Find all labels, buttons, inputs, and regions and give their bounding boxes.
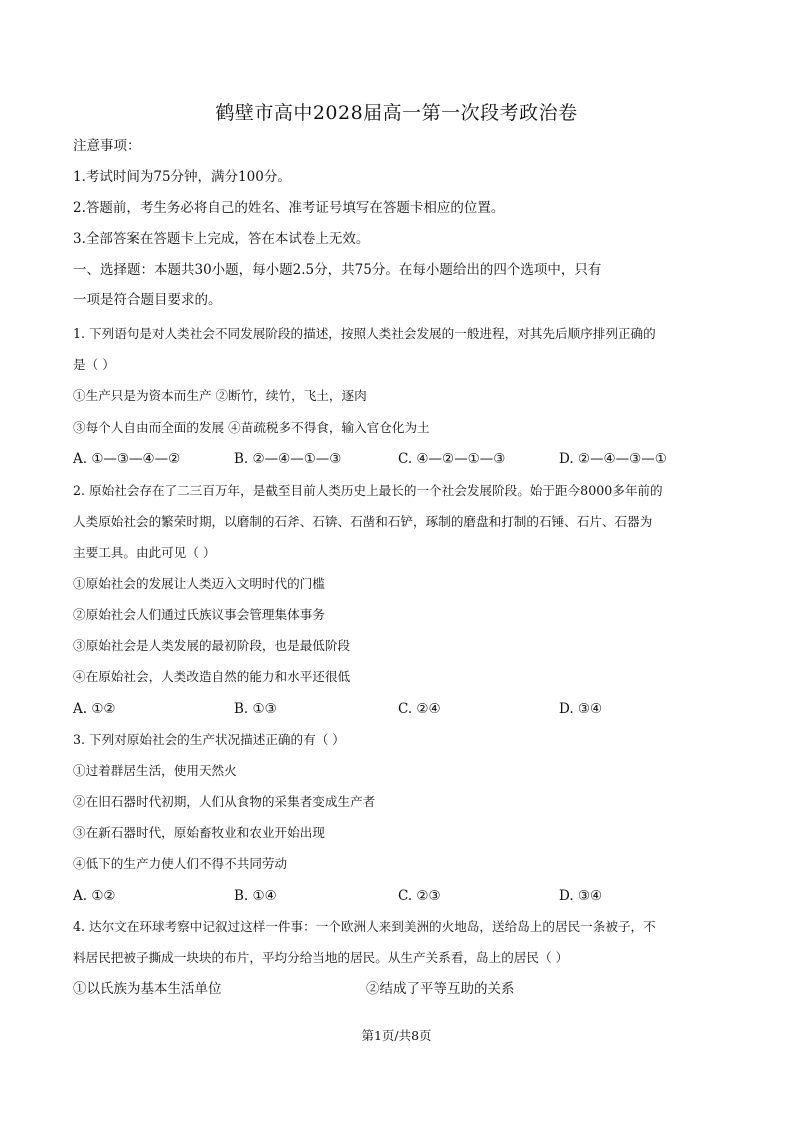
question-2-statement: ②原始社会人们通过氏族议事会管理集体事务 <box>73 607 325 622</box>
question-2-statement: ④在原始社会，人类改造自然的能力和水平还很低 <box>73 669 351 684</box>
question-2-stem: 人类原始社会的繁荣时期，以磨制的石斧、石锛、石凿和石铲，琢制的磨盘和打制的石锤、石片、石器为 <box>73 514 653 529</box>
question-2-statement: ①原始社会的发展让人类迈入文明时代的门槛 <box>73 576 325 591</box>
question-1-option-a[interactable]: A. ①—③—④—② <box>73 451 181 467</box>
question-2-statement: ③原始社会是人类发展的最初阶段，也是最低阶段 <box>73 638 351 653</box>
notice-item: 1.考试时间为75分钟，满分100分。 <box>73 169 291 185</box>
question-3-statement: ④低下的生产力使人们不得不共同劳动 <box>73 856 288 871</box>
question-1-stem: 1. 下列语句是对人类社会不同发展阶段的描述，按照人类社会发展的一般进程，对其先后顺序排列正确的 <box>73 326 656 341</box>
question-4-statement: ①以氏族为基本生活单位 <box>73 981 222 997</box>
section-heading-cont: 一项是符合题目要求的。 <box>73 292 222 308</box>
question-3-stem: 3. 下列对原始社会的生产状况描述正确的有（ ） <box>73 732 345 747</box>
question-2-stem: 2. 原始社会存在了二三百万年，是截至目前人类历史上最长的一个社会发展阶段。始于距今8000多年前的 <box>73 483 663 498</box>
section-heading: 一、选择题：本题共30小题，每小题2.5分，共75分。在每小题给出的四个选项中，只有 <box>73 262 602 278</box>
page-title: 鹤壁市高中2028届高一第一次段考政治卷 <box>215 102 578 124</box>
question-4-stem: 4. 达尔文在环球考察中记叙过这样一件事：一个欧洲人来到美洲的火地岛，送给岛上的居民一条被子，不 <box>73 919 656 934</box>
question-3-option-a[interactable]: A. ①② <box>73 888 116 904</box>
question-3-option-c[interactable]: C. ②③ <box>398 888 441 904</box>
notice-item: 3.全部答案在答题卡上完成，答在本试卷上无效。 <box>73 231 370 247</box>
question-1-statement: ③每个人自由而全面的发展 ④苗疏税多不得食，输入官仓化为土 <box>73 420 430 435</box>
question-1-option-d[interactable]: D. ②—④—③—① <box>559 451 667 467</box>
question-2-option-a[interactable]: A. ①② <box>73 701 116 717</box>
question-1-statement: ①生产只是为资本而生产 ②断竹，续竹，飞土，逐肉 <box>73 388 367 403</box>
question-3-statement: ③在新石器时代，原始畜牧业和农业开始出现 <box>73 825 325 840</box>
question-1-option-c[interactable]: C. ④—②—①—③ <box>398 451 506 467</box>
question-4-stem: 料居民把被子撕成一块块的布片，平均分给当地的居民。从生产关系看，岛上的居民（ ） <box>73 950 569 965</box>
question-1-option-b[interactable]: B. ②—④—①—③ <box>234 451 342 467</box>
notice-item: 2.答题前，考生务必将自己的姓名、准考证号填写在答题卡相应的位置。 <box>73 200 505 216</box>
question-3-option-d[interactable]: D. ③④ <box>559 888 603 904</box>
question-3-statement: ②在旧石器时代初期，人们从食物的采集者变成生产者 <box>73 794 376 809</box>
page-number: 第1页/共8页 <box>361 1028 432 1043</box>
question-2-stem: 主要工具。由此可见（ ） <box>73 545 216 560</box>
question-3-statement: ①过着群居生活，使用天然火 <box>73 763 237 778</box>
question-1-stem: 是（ ） <box>73 357 115 372</box>
question-2-option-c[interactable]: C. ②④ <box>398 701 441 717</box>
question-2-option-d[interactable]: D. ③④ <box>559 701 603 717</box>
question-2-option-b[interactable]: B. ①③ <box>234 701 277 717</box>
question-4-statement: ②结成了平等互助的关系 <box>366 981 515 997</box>
question-3-option-b[interactable]: B. ①④ <box>234 888 277 904</box>
notice-heading: 注意事项： <box>73 138 141 154</box>
